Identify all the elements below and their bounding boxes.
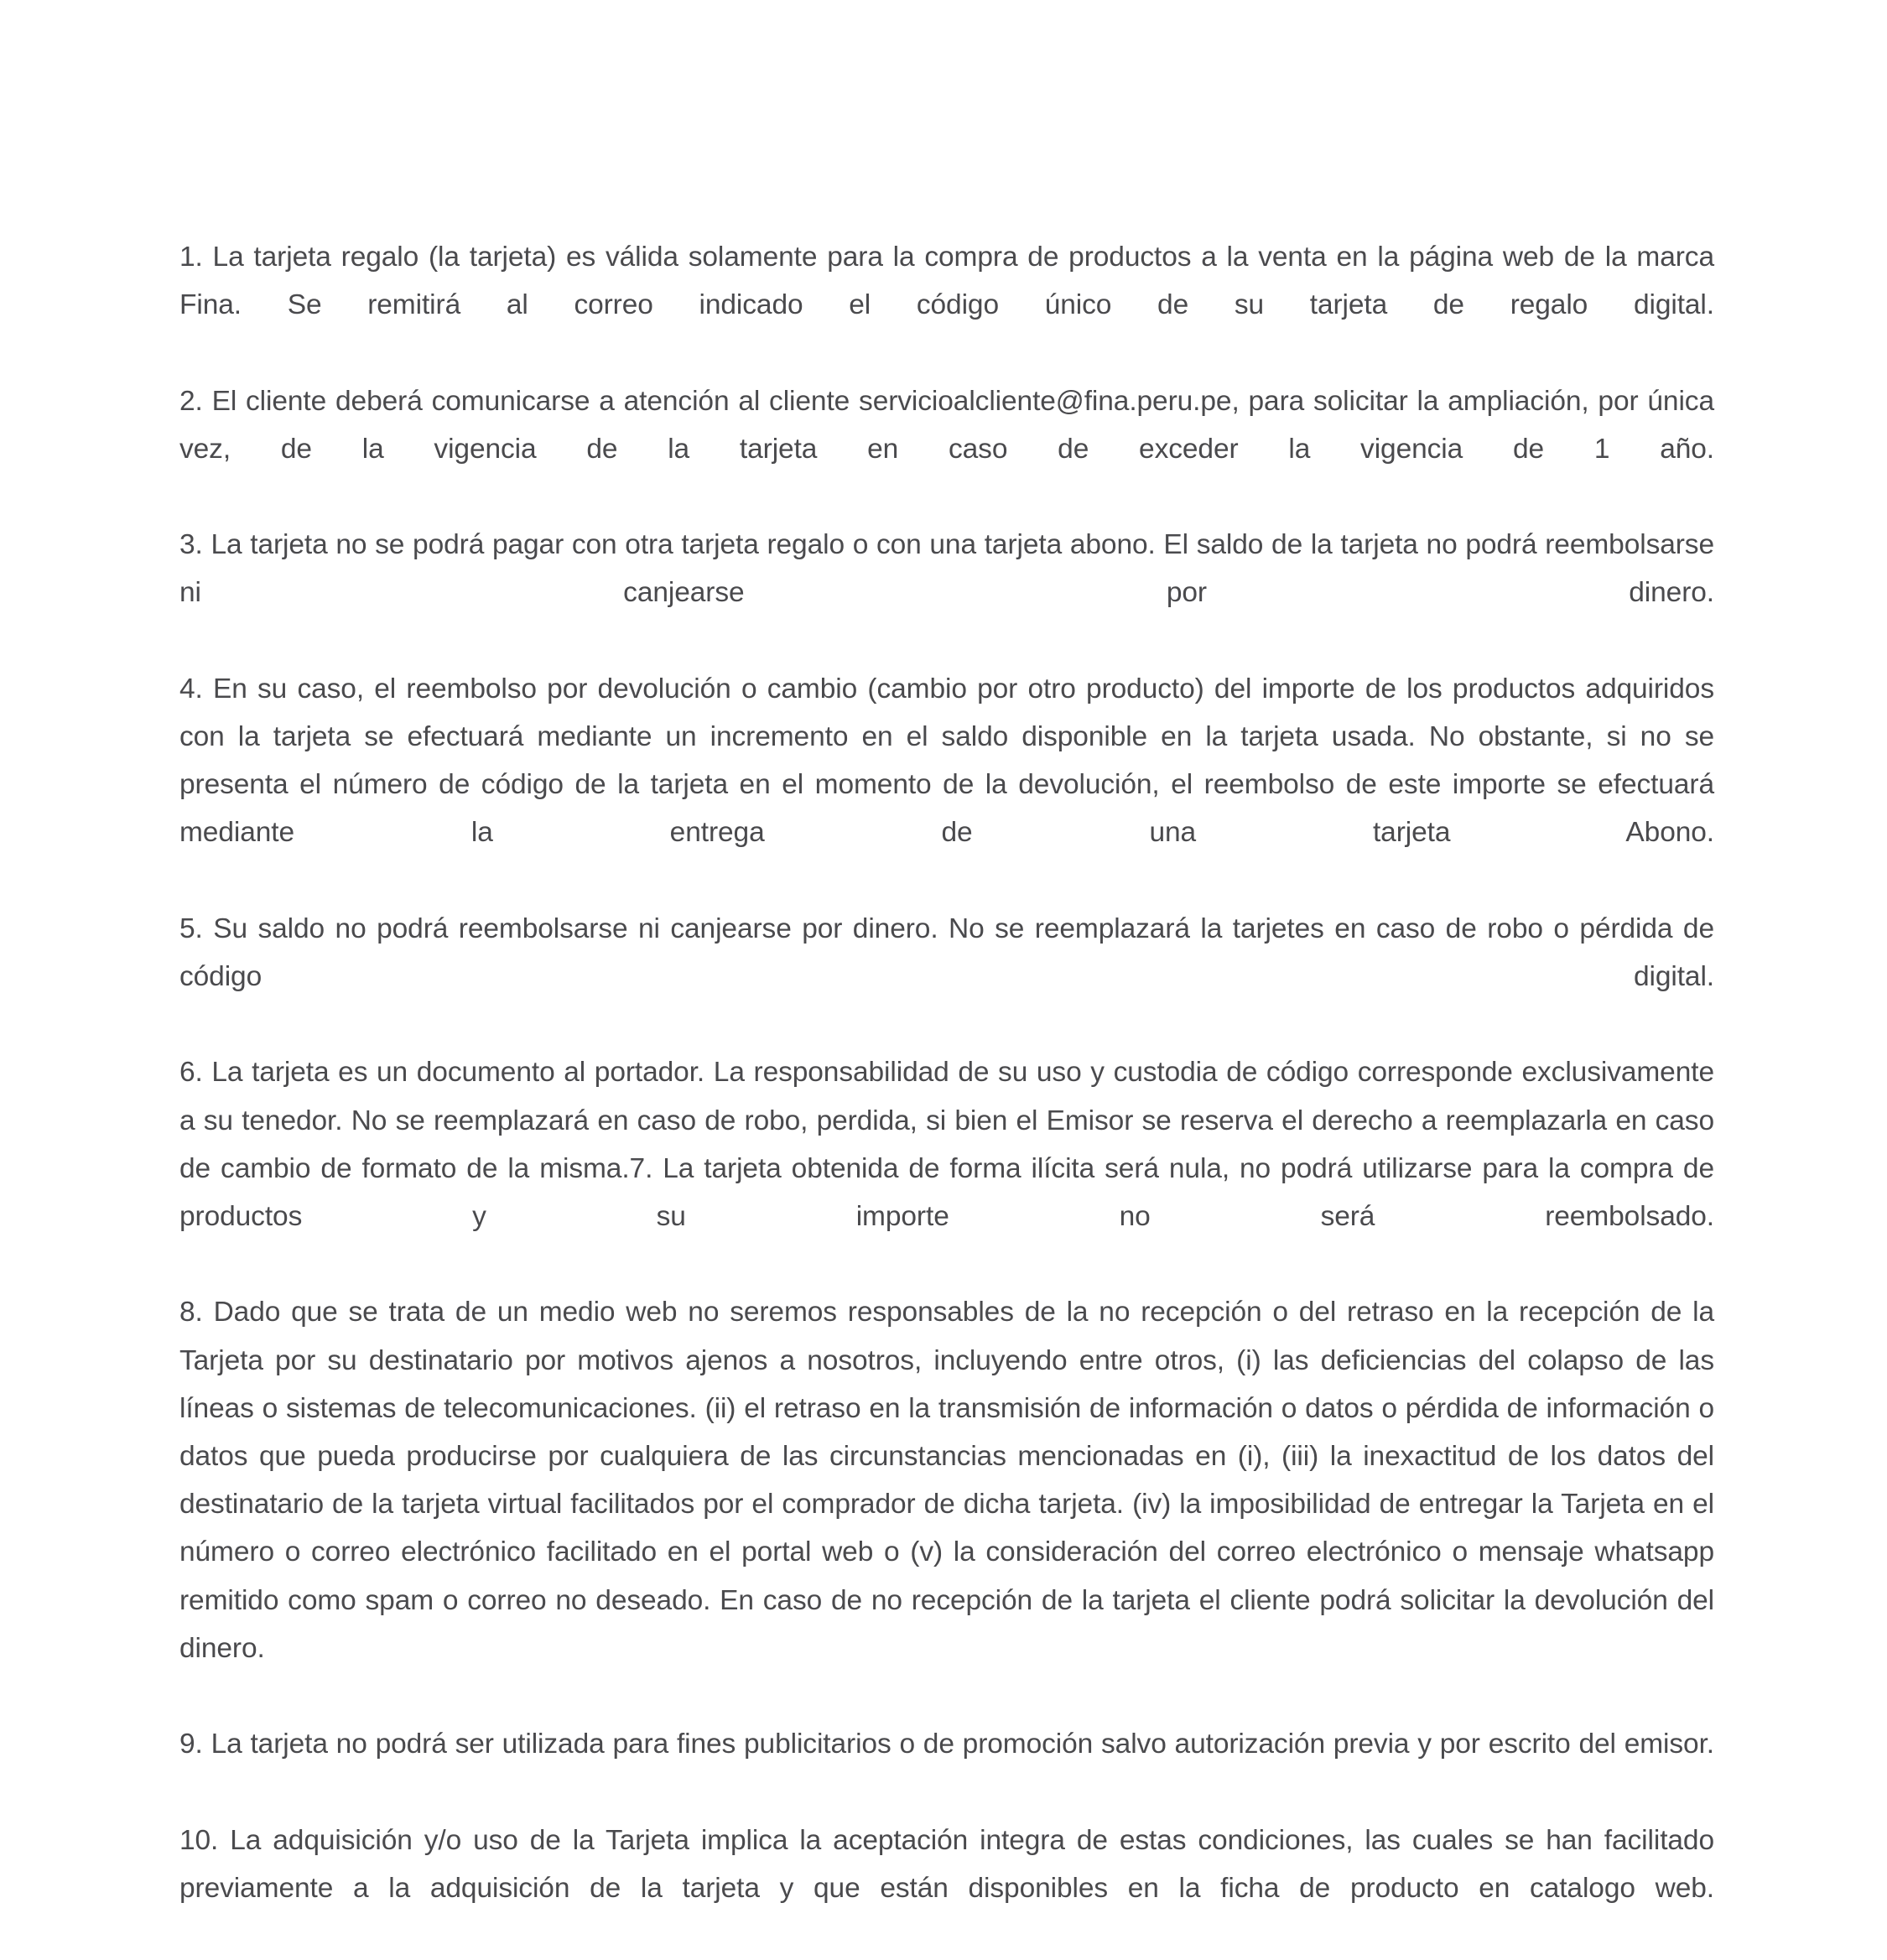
clause-2: 2. El cliente deberá comunicarse a atención al cliente servicioalcliente@fina.peru.pe, para solicitar la ampliación, por única vez, de la vigencia de la tarjeta en caso de exceder la vigencia de 1 año.: [179, 385, 1714, 465]
clause-5: 5. Su saldo no podrá reembolsarse ni canjearse por dinero. No se reemplazará la tarjetes en caso de robo o pérdida de código digital.: [179, 912, 1714, 993]
clause-9: 9. La tarjeta no podrá ser utilizada para fines publicitarios o de promoción salvo autorización previa y por escrito del emisor.: [179, 1729, 1714, 1760]
clause-8: 8. Dado que se trata de un medio web no seremos responsables de la no recepción o del retraso en la recepción de la Tarjeta por su destinatario por motivos ajenos a nosotros, incluyendo entre otros, (i) las deficiencias del colapso de las líneas o sistemas de telecomunicaciones. (ii) el retraso en la transmisión de información o datos o pérdida de información o datos que pueda producirse por cualquiera de las circunstancias mencionadas en (i), (iii) la inexactitud de los datos del destinatario de la tarjeta virtual facilitados por el comprador de dicha tarjeta. (iv) la imposibilidad de entregar la Tarjeta en el número o correo electrónico facilitado en el portal web o (v) la consideración del correo electrónico o mensaje whatsapp remitido como spam o correo no deseado. En caso de no recepción de la tarjeta el cliente podrá solicitar la devolución del dinero.: [179, 1297, 1714, 1664]
terms-and-conditions-body: [179, 233, 1714, 1960]
clause-1: 1. La tarjeta regalo (la tarjeta) es válida solamente para la compra de productos a la venta en la página web de la marca Fina. Se remitirá al correo indicado el código único de su tarjeta de regalo digital.: [179, 242, 1714, 321]
clause-6: 6. La tarjeta es un documento al portador. La responsabilidad de su uso y custodia de código corresponde exclusivamente a su tenedor. No se reemplazará en caso de robo, perdida, si bien el Emisor se reserva el derecho a reemplazarla en caso de cambio de formato de la misma.7. La tarjeta obtenida de forma ilícita será nula, no podrá utilizarse para la compra de productos y su importe no será reembolsado.: [179, 1057, 1714, 1233]
clause-3: 3. La tarjeta no se podrá pagar con otra tarjeta regalo o con una tarjeta abono. El saldo de la tarjeta no podrá reembolsarse ni canjearse por dinero.: [179, 529, 1714, 609]
clause-4: 4. En su caso, el reembolso por devolución o cambio (cambio por otro producto) del importe de los productos adquiridos con la tarjeta se efectuará mediante un incremento en el saldo disponible en la tarjeta usada. No obstante, si no se presenta el número de código de la tarjeta en el momento de la devolución, el reembolso de este importe se efectuará mediante la entrega de una tarjeta Abono.: [179, 673, 1714, 849]
clause-10: 10. La adquisición y/o uso de la Tarjeta implica la aceptación integra de estas condiciones, las cuales se han facilitado previamente a la adquisición de la tarjeta y que están disponibles en la ficha de producto en catalogo web.: [179, 1824, 1714, 1904]
